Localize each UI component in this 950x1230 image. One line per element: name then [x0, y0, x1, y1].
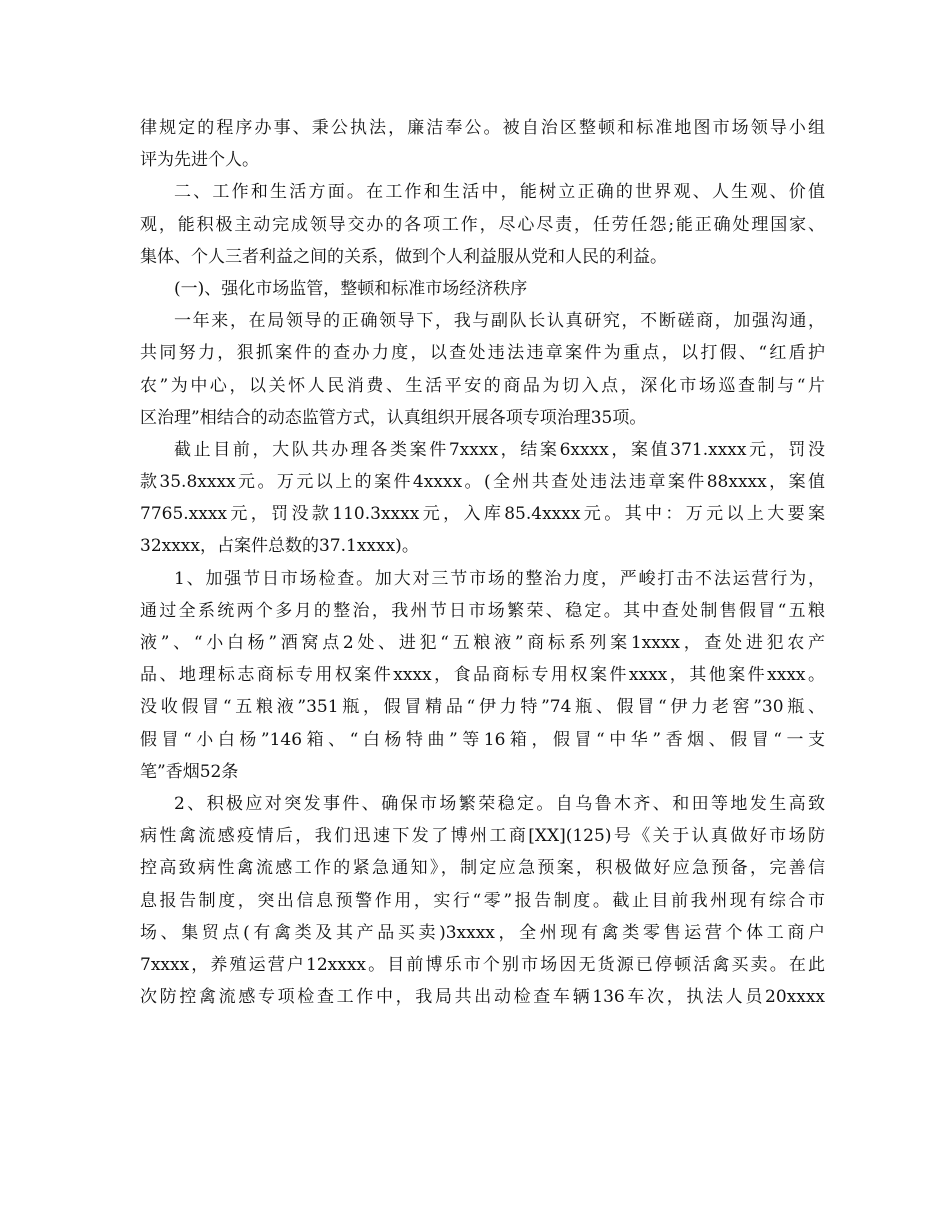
text-line: 控高致病性禽流感工作的紧急通知》，制定应急预案，积极做好应急预备，完善信: [140, 858, 825, 879]
section-heading: (一)、强化市场监管，整顿和标准市场经济秩序: [174, 278, 528, 299]
text-line: 共同努力，狠抓案件的查办力度，以查处违法违章案件为重点，以打假、“红盾护: [140, 343, 825, 364]
text-line: 笔”香烟52条: [140, 761, 239, 782]
document-body: [140, 112, 825, 1013]
text-line: 区治理”相结合的动态监管方式，认真组织开展各项专项治理35项。: [140, 407, 647, 428]
text-line: 病性禽流感疫情后，我们迅速下发了博州工商[XX](125)号《关于认真做好市场防: [140, 826, 825, 847]
text-line: 品、地理标志商标专用权案件xxxx，食品商标专用权案件xxxx，其他案件xxxx。: [140, 665, 825, 686]
text-line: 一年来，在局领导的正确领导下，我与副队长认真研究，不断磋商，加强沟通，: [174, 311, 825, 332]
text-line: 7xxxx，养殖运营户12xxxx。目前博乐市个别市场因无货源已停顿活禽买卖。在此: [140, 954, 825, 975]
text-line: 液”、“小白杨”酒窝点2处、进犯“五粮液”商标系列案1xxxx，查处进犯农产: [140, 633, 825, 653]
text-line: 二、工作和生活方面。在工作和生活中，能树立正确的世界观、人生观、价值: [174, 182, 825, 203]
text-line: 评为先进个人。: [140, 150, 259, 171]
text-line: 通过全系统两个多月的整治，我州节日市场繁荣、稳定。其中查处制售假冒“五粮: [140, 600, 825, 621]
text-line: 集体、个人三者利益之间的关系，做到个人利益服从党和人民的利益。: [140, 246, 667, 267]
text-line: 场、集贸点(有禽类及其产品买卖)3xxxx，全州现有禽类零售运营个体工商户: [140, 922, 825, 943]
text-line: 息报告制度，突出信息预警作用，实行“零”报告制度。截止目前我州现有综合市: [140, 890, 825, 911]
text-line: 款35.8xxxx元。万元以上的案件4xxxx。(全州共查处违法违章案件88xxxx，案值: [140, 472, 825, 493]
text-line: 2、积极应对突发事件、确保市场繁荣稳定。自乌鲁木齐、和田等地发生高致: [174, 793, 825, 814]
text-line: 次防控禽流感专项检查工作中，我局共出动检查车辆136车次，执法人员20xxxx: [140, 987, 825, 1008]
text-line: 假冒“小白杨”146箱、“白杨特曲”等16箱，假冒“中华”香烟、假冒“一支: [140, 729, 825, 750]
text-line: 没收假冒“五粮液”351瓶，假冒精品“伊力特”74瓶、假冒“伊力老窖”30瓶、: [140, 697, 825, 718]
text-line: 律规定的程序办事、秉公执法，廉洁奉公。被自治区整顿和标准地图市场领导小组: [140, 118, 825, 138]
text-line: 截止目前，大队共办理各类案件7xxxx，结案6xxxx，案值371.xxxx元，罚没: [174, 439, 825, 460]
text-line: 1、加强节日市场检查。加大对三节市场的整治力度，严峻打击不法运营行为，: [174, 568, 825, 589]
text-line: 32xxxx，占案件总数的37.1xxxx)。: [140, 536, 419, 557]
text-line: 农”为中心，以关怀人民消费、生活平安的商品为切入点，深化市场巡查制与“片: [140, 375, 825, 396]
text-line: 7765.xxxx元，罚没款110.3xxxx元，入库85.4xxxx元。其中：万元以上大要案: [140, 504, 825, 525]
text-line: 观，能积极主动完成领导交办的各项工作，尽心尽责，任劳任怨;能正确处理国家、: [140, 214, 825, 235]
